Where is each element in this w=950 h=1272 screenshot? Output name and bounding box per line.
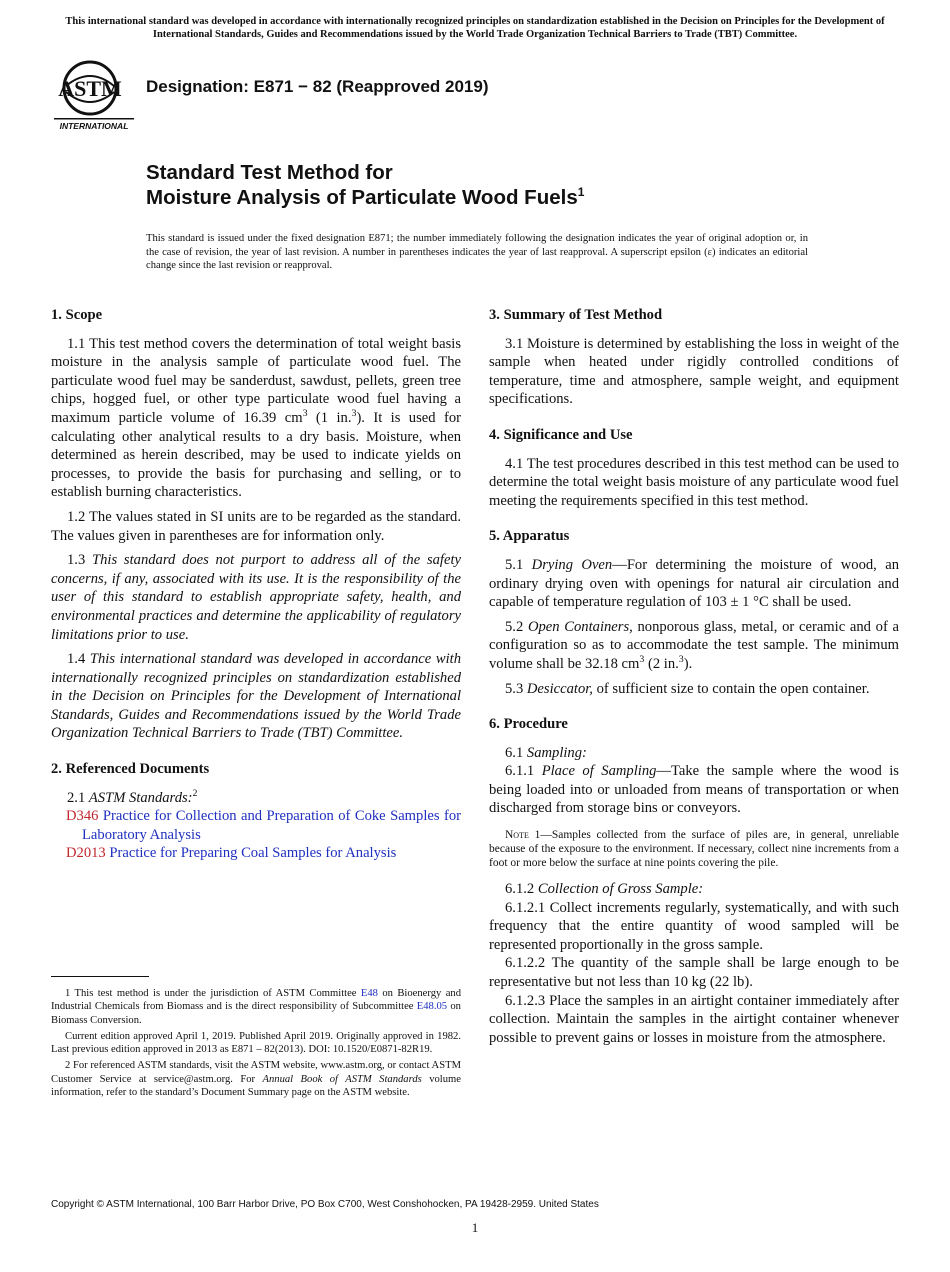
footnotes bbox=[51, 976, 461, 1102]
section-apparatus bbox=[489, 527, 899, 698]
standards-notice: This international standard was developed in accordance with internationally recognized principles on standardization established in the Decision on Principles for the Development of International Standards, Guides and Recommendations issued by the World Trade Organization Technical Barriers to Trade (TBT) Committee. bbox=[65, 16, 885, 40]
committee-e48-link[interactable]: E48 bbox=[360, 988, 378, 999]
apparatus-heading: 5. Apparatus bbox=[489, 528, 570, 545]
section-significance bbox=[489, 426, 899, 510]
scope-p2: 1.2 The values stated in SI units are to be regarded as the standard. The values given in parentheses are for information only. bbox=[51, 508, 461, 544]
referenced-heading: 2. Referenced Documents bbox=[51, 761, 210, 778]
title-line-2: Moisture Analysis of Particulate Wood Fuels$^1$ bbox=[146, 185, 585, 209]
significance-heading: 4. Significance and Use bbox=[489, 426, 633, 443]
left-column bbox=[51, 306, 461, 880]
apparatus-p2: 5.2 Open Containers, nonporous glass, metal, or ceramic and of a configuration so as to accommodate the test sample. The minimum volume shall be 32.18 $cm^3$ (2 in.$^3$). bbox=[489, 618, 900, 672]
reference-d2013[interactable]: D2013 Practice for Preparing Coal Samples for Analysis bbox=[66, 845, 397, 862]
procedure-p1: 6.1 Sampling: bbox=[505, 744, 587, 761]
summary-heading: 3. Summary of Test Method bbox=[489, 307, 663, 323]
title-line-1: Standard Test Method for bbox=[146, 161, 393, 184]
procedure-p4: 6.1.2.1 Collect increments regularly, systematically, and with such frequency that the entire quantity of wood sampled will be represented proportionally in the gross sample. bbox=[489, 899, 899, 953]
referenced-p1: 2.1 ASTM Standards:$^2$ bbox=[67, 787, 198, 806]
apparatus-p3: 5.3 Desiccator, of sufficient size to contain the open container. bbox=[505, 680, 870, 697]
footnote-2: 2 For referenced ASTM standards, visit the ASTM website, www.astm.org, or contact ASTM Customer Service at service@astm.org. For Annual Book of ASTM Standards volume information, refer to the standard’s Document Summary page on the ASTM website. bbox=[51, 1060, 461, 1099]
footnote-divider bbox=[51, 976, 149, 977]
section-procedure bbox=[489, 715, 899, 1047]
summary-p1: 3.1 Moisture is determined by establishing the loss in weight of the sample when heated under rigidly controlled conditions of temperature, time and atmosphere, sample weight, and equipment specifications. bbox=[489, 335, 899, 408]
section-scope bbox=[51, 306, 461, 743]
copyright: Copyright © ASTM International, 100 Barr Harbor Drive, PO Box C700, West Conshohocken, PA 19428-2959. United States bbox=[51, 1199, 599, 1210]
footnote-1: 1 This test method is under the jurisdiction of ASTM Committee E48 on Bioenergy and Industrial Chemicals from Biomass and is the direct responsibility of Subcommittee E48.05 on Biomass Conversion. bbox=[51, 988, 461, 1026]
title-footnote-mark: 1 bbox=[577, 185, 585, 200]
page-number: 1 bbox=[471, 1220, 479, 1235]
significance-p1: 4.1 The test procedures described in this test method can be used to determine the total weight basis moisture of any particulate wood fuel meeting the requirements specified in this test method. bbox=[489, 455, 899, 509]
procedure-note-1: Note 1—Samples collected from the surface of piles are, in general, unreliable because of the exposure to the environment. If necessary, collect nine increments from a foot or more below the surface at nine points covering the pile. bbox=[489, 829, 900, 870]
scope-p3: 1.3 This standard does not purport to address all of the safety concerns, if any, associated with its use. It is the responsibility of the user of this standard to establish appropriate safety, health, and environmental practices and determine the applicability of regulatory limitations prior to use. bbox=[51, 552, 461, 643]
procedure-p5: 6.1.2.2 The quantity of the sample shall be large enough to be representative but not less than 10 kg (22 lb). bbox=[489, 955, 899, 991]
logo-subtext: INTERNATIONAL bbox=[59, 121, 129, 131]
procedure-p2: 6.1.1 Place of Sampling—Take the sample where the wood is being loaded into or unloaded from means of transportation or when discharged from storage bins or conveyors. bbox=[489, 763, 899, 817]
procedure-p3: 6.1.2 Collection of Gross Sample: bbox=[505, 881, 704, 898]
reference-d346[interactable]: D346 Practice for Collection and Preparation of Coke Samples for Laboratory Analysis bbox=[66, 808, 461, 843]
procedure-heading: 6. Procedure bbox=[489, 716, 568, 733]
issued-note: This standard is issued under the fixed designation E871; the number immediately following the designation indicates the year of original adoption or, in the case of revision, the year of last revision. A number in parentheses indicates the year of last reapproval. A superscript epsilon (ε) indicates an editorial change since the last revision or reapproval. bbox=[146, 233, 808, 271]
subcommittee-e48-05-link[interactable]: E48.05 bbox=[416, 1001, 448, 1013]
logo-text: ASTM bbox=[58, 76, 122, 101]
astm-logo-icon bbox=[52, 58, 136, 134]
scope-p1: 1.1 This test method covers the determination of total weight basis moisture in the analysis sample of particulate wood fuel. The particulate wood fuel may be sanderdust, sawdust, pellets, green tree chips, hogged fuel, or other type particulate wood fuel having a maximum particle volume of 16.39 $cm^3$ (1 in.$^3$). It is used for calculating other analytical results to a dry basis. Moisture, when determined as herein described, may be used to indicate yields on processes, to provide the basis for purchasing and selling, or to establish burning characteristics. bbox=[51, 335, 461, 501]
section-summary bbox=[489, 306, 899, 409]
scope-p4: 1.4 This international standard was developed in accordance with internationally recognized principles on standardization established in the Decision on Principles for the Development of International Standards, Guides and Recommendations issued by the World Trade Organization Technical Barriers to Trade (TBT) Committee. bbox=[51, 651, 462, 742]
section-referenced-documents bbox=[51, 760, 461, 863]
scope-heading: 1. Scope bbox=[51, 307, 103, 323]
astm-logo bbox=[52, 58, 136, 134]
procedure-p6: 6.1.2.3 Place the samples in an airtight container immediately after collection. Maintain the samples in the airtight container whenever possible to prevent gains or losses in moisture from the atmosphere. bbox=[489, 992, 899, 1046]
right-column bbox=[489, 306, 899, 1064]
footnote-edition: Current edition approved April 1, 2019. Published April 2019. Originally approved in 1982. Last previous edition approved in 2013 as E871 – 82(2013). DOI: 10.1520/E0871-82R19. bbox=[51, 1030, 461, 1056]
document-title bbox=[146, 160, 584, 210]
designation: Designation: E871 − 82 (Reapproved 2019) bbox=[146, 77, 489, 96]
apparatus-p1: 5.1 Drying Oven—For determining the moisture of wood, an ordinary drying oven with openings for natural air circulation and capable of temperature regulation of 103 ± 1 °C shall be used. bbox=[489, 556, 899, 611]
